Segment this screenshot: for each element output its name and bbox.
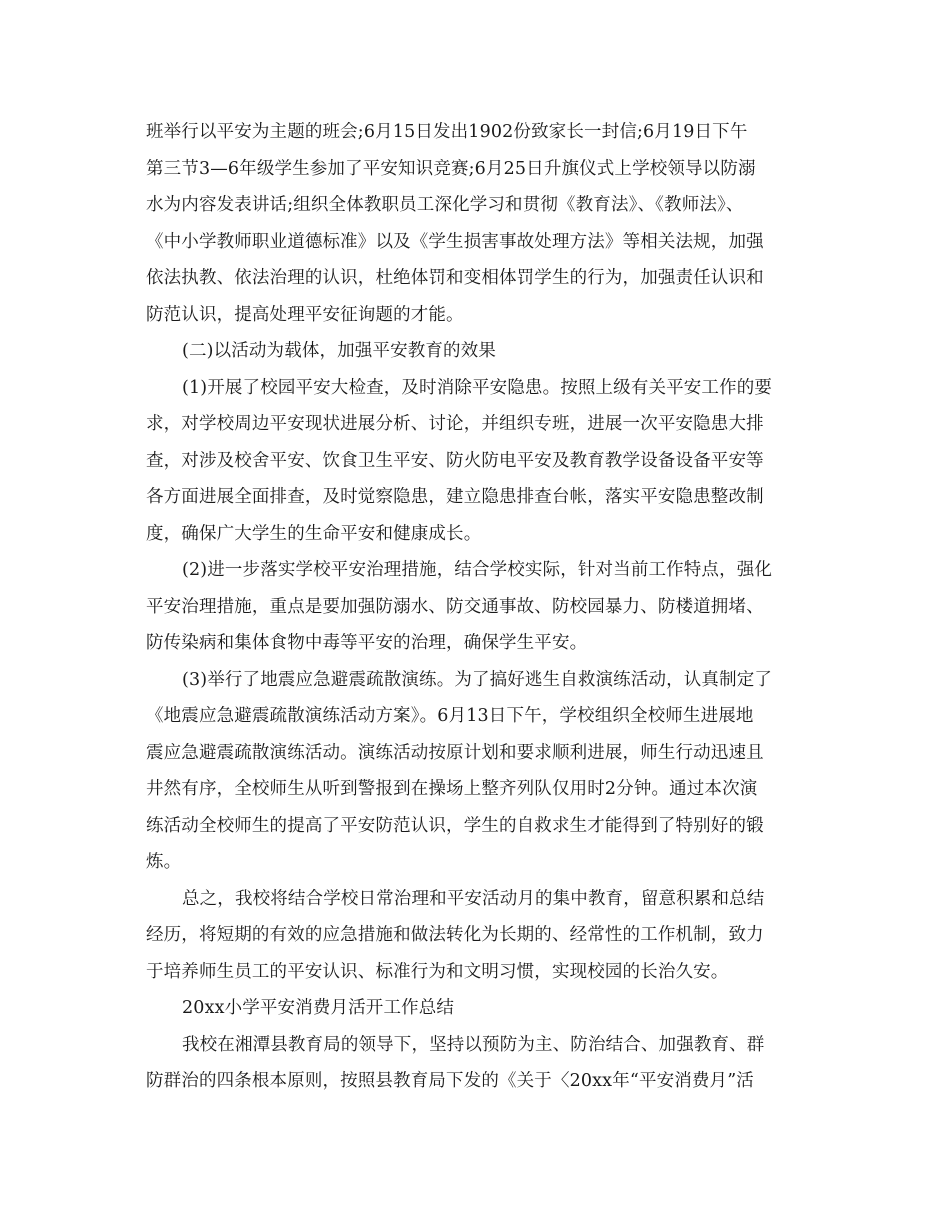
text-line: 平安治理措施，重点是要加强防溺水、防交通事故、防校园暴力、防楼道拥堵、 xyxy=(146,596,764,617)
text-line: 炼。 xyxy=(146,852,182,872)
text-line: 《中小学教师职业道德标准》以及《学生损害事故处理方法》等相关法规，加强 xyxy=(146,231,764,252)
text-line: 水为内容发表讲话;组织全体教职员工深化学习和贯彻《教育法》、《教师法》、 xyxy=(146,195,744,215)
text-line: 防群治的四条根本原则，按照县教育局下发的《关于〈20xx年“平安消费月”活 xyxy=(146,1071,754,1091)
text-line: 依法执教、依法治理的认识，杜绝体罚和变相体罚学生的行为，加强责任认识和 xyxy=(146,268,764,288)
text-line: 井然有序，全校师生从听到警报到在操场上整齐列队仅用时2分钟。通过本次演 xyxy=(146,779,758,799)
text-line: 度，确保广大学生的生命平安和健康成长。 xyxy=(146,523,482,544)
section-heading: (二)以活动为载体，加强平安教育的效果 xyxy=(182,341,497,361)
text-line: (3)举行了地震应急避震疏散演练。为了搞好逃生自救演练活动，认真制定了 xyxy=(182,669,773,690)
text-line: (2)进一步落实学校平安治理措施，结合学校实际，针对当前工作特点，强化 xyxy=(182,560,773,580)
section-title: 20xx小学平安消费月活开工作总结 xyxy=(182,998,455,1018)
text-line: 防传染病和集体食物中毒等平安的治理，确保学生平安。 xyxy=(146,633,588,653)
text-line: 我校在湘潭县教育局的领导下，坚持以预防为主、防治结合、加强教育、群 xyxy=(182,1034,765,1055)
text-line: 练活动全校师生的提高了平安防范认识，学生的自救求生才能得到了特别好的锻 xyxy=(146,815,764,836)
text-line: 求，对学校周边平安现状进展分析、讨论，并组织专班，进展一次平安隐患大排 xyxy=(146,414,764,434)
text-line: 《地震应急避震疏散演练活动方案》。6月13日下午，学校组织全校师生进展地 xyxy=(146,706,754,726)
text-line: (1)开展了校园平安大检查，及时消除平安隐患。按照上级有关平安工作的要 xyxy=(182,377,773,398)
text-line: 查，对涉及校舍平安、饮食卫生平安、防火防电平安及教育教学设备设备平安等 xyxy=(146,450,764,471)
text-line: 各方面进展全面排查，及时觉察隐患，建立隐患排查台帐，落实平安隐患整改制 xyxy=(146,487,764,507)
text-line: 经历，将短期的有效的应急措施和做法转化为长期的、经常性的工作机制，致力 xyxy=(146,925,764,945)
text-line: 第三节3—6年级学生参加了平安知识竞赛;6月25日升旗仪式上学校领导以防溺 xyxy=(146,158,756,179)
text-line: 班举行以平安为主题的班会;6月15日发出1902份致家长一封信;6月19日下午 xyxy=(146,122,748,142)
text-line: 于培养师生员工的平安认识、标准行为和文明习惯，实现校园的长治久安。 xyxy=(146,961,729,982)
text-line: 震应急避震疏散演练活动。演练活动按原计划和要求顺利进展，师生行动迅速且 xyxy=(146,742,764,763)
text-line: 总之，我校将结合学校日常治理和平安活动月的集中教育，留意积累和总结 xyxy=(182,888,765,909)
document-body xyxy=(146,114,806,1100)
text-line: 防范认识，提高处理平安征询题的才能。 xyxy=(146,304,464,325)
